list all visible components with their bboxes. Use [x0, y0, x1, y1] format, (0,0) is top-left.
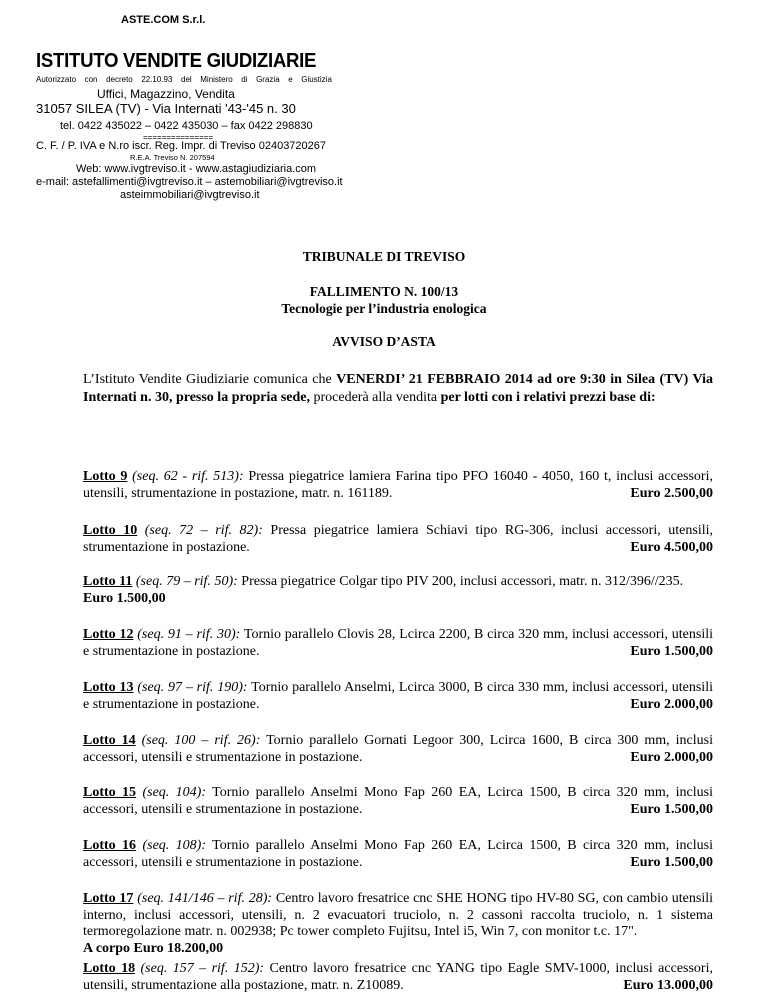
- lot-item: [83, 627, 713, 660]
- lot-number: Lotto 17: [83, 891, 134, 906]
- phones-line: tel. 0422 435022 – 0422 435030 – fax 0422 298830: [60, 120, 313, 132]
- lot-item: [83, 891, 713, 957]
- lot-item: [83, 785, 713, 818]
- court-heading: TRIBUNALE DI TREVISO: [302, 249, 466, 264]
- lot-item: [83, 523, 713, 556]
- lot-item: [83, 680, 713, 713]
- lot-number: Lotto 12: [83, 627, 134, 642]
- auth-word: Ministero: [200, 75, 233, 84]
- email-line-1: e-mail: astefallimenti@ivgtreviso.it – astemobiliari@ivgtreviso.it: [36, 176, 343, 188]
- lot-price: Euro 1.500,00: [630, 854, 713, 870]
- address-line: 31057 SILEA (TV) - Via Internati '43-'45 n. 30: [36, 101, 296, 116]
- auth-word: del: [181, 75, 192, 84]
- lot-price: A corpo Euro 18.200,00: [83, 940, 224, 956]
- lot-ref: (seq. 97 – rif. 190):: [133, 680, 248, 695]
- lot-ref: (seq. 157 – rif. 152):: [135, 961, 265, 976]
- company-heading: Tecnologie per l’industria enologica: [281, 301, 487, 316]
- lot-ref: (seq. 108):: [136, 838, 206, 853]
- web-line: Web: www.ivgtreviso.it - www.astagiudiziaria.com: [76, 163, 317, 175]
- auth-word: e: [288, 75, 293, 84]
- lot-number: Lotto 16: [83, 838, 137, 853]
- auth-word: Autorizzato: [36, 75, 77, 84]
- offices-line: Uffici, Magazzino, Vendita: [97, 87, 235, 101]
- auth-word: decreto: [106, 75, 133, 84]
- lot-description: Pressa piegatrice lamiera Farina tipo PFO 16040 - 4050, 160 t, inclusi accessori, utensili, strumentazione in postazione, matr. n. 161189.: [83, 469, 713, 501]
- lot-price: Euro 1.500,00: [630, 643, 713, 659]
- notice-heading: AVVISO D’ASTA: [332, 334, 436, 349]
- lot-description: Pressa piegatrice Colgar tipo PIV 200, inclusi accessori, matr. n. 312/396//235.: [237, 574, 684, 589]
- lot-item: [83, 733, 713, 766]
- auth-word: Grazia: [256, 75, 280, 84]
- lot-item: [83, 838, 713, 871]
- lot-ref: (seq. 79 – rif. 50):: [132, 574, 238, 589]
- lot-ref: (seq. 141/146 – rif. 28):: [133, 891, 273, 906]
- intro-text: L’Istituto Vendite Giudiziarie comunica che: [83, 372, 337, 387]
- intro-paragraph: [83, 371, 713, 407]
- lot-description: Centro lavoro fresatrice cnc SHE HONG tipo HV-80 SG, con cambio utensili interno, inclusi accessori, utensili, n. 2 evacuatori truciolo, n. 2 cassoni raccolta truciolo, n. 1 sistema termoregolazione matr. n. 002938; Pc tower completo Fujitsu, Intel i5, Win 7, con monitor t.c. 17".: [83, 891, 713, 939]
- lot-ref: (seq. 104):: [136, 785, 206, 800]
- auth-word: con: [84, 75, 98, 84]
- lot-item: [83, 469, 713, 502]
- lot-item: [83, 961, 713, 994]
- lot-number: Lotto 9: [83, 469, 128, 484]
- lot-price: Euro 2.000,00: [630, 696, 713, 712]
- lot-ref: (seq. 100 – rif. 26):: [135, 733, 261, 748]
- lot-ref: (seq. 72 – rif. 82):: [137, 523, 263, 538]
- intro-bold-date: VENERDI’ 21 FEBBRAIO 2014 ad ore 9:30 in Silea (TV) Via Internati n. 30, presso la propria sede,: [83, 372, 713, 405]
- lot-description: Tornio parallelo Gornati Legoor 300, Lcirca 1600, B circa 300 mm, inclusi accessori, utensili e strumentazione in postazione.: [83, 733, 713, 765]
- lot-ref: (seq. 91 – rif. 30):: [133, 627, 241, 642]
- auth-word: di: [241, 75, 248, 84]
- tax-info-line: C. F. / P. IVA e N.ro iscr. Reg. Impr. di Treviso 02403720267: [36, 140, 327, 152]
- separator-rule: ===============: [143, 133, 214, 142]
- institute-name: ISTITUTO VENDITE GIUDIZIARIE: [36, 50, 317, 72]
- lot-price: Euro 13.000,00: [623, 977, 713, 993]
- lot-description: Tornio parallelo Anselmi, Lcirca 3000, B circa 330 mm, inclusi accessori, utensili e strumentazione in postazione.: [83, 680, 713, 712]
- lot-price: Euro 1.500,00: [83, 590, 166, 606]
- lot-number: Lotto 15: [83, 785, 137, 800]
- intro-bold-lots: per lotti con i relativi prezzi base di:: [440, 390, 656, 405]
- lot-description: Tornio parallelo Anselmi Mono Fap 260 EA, Lcirca 1500, B circa 320 mm, inclusi accessori, utensili e strumentazione in postazione.: [83, 785, 713, 817]
- lot-price: Euro 1.500,00: [630, 801, 713, 817]
- company-name: ASTE.COM S.r.l.: [121, 14, 206, 26]
- lot-price: Euro 2.500,00: [630, 485, 713, 501]
- auth-word: Giustizia: [301, 75, 332, 84]
- case-heading: FALLIMENTO N. 100/13: [309, 284, 459, 299]
- email-line-2: asteimmobiliari@ivgtreviso.it: [120, 189, 260, 201]
- rea-line: R.E.A. Treviso N. 207594: [130, 153, 215, 162]
- lot-price: Euro 4.500,00: [630, 539, 713, 555]
- lot-description: Centro lavoro fresatrice cnc YANG tipo Eagle SMV-1000, inclusi accessori, utensili, strumentazione alla postazione, matr. n. Z10089.: [83, 961, 713, 993]
- lot-number: Lotto 18: [83, 961, 136, 976]
- lot-description: Pressa piegatrice lamiera Schiavi tipo RG-306, inclusi accessori, utensili, strumentazione in postazione.: [83, 523, 713, 555]
- lot-number: Lotto 14: [83, 733, 136, 748]
- lot-price: Euro 2.000,00: [630, 749, 713, 765]
- lot-description: Tornio parallelo Anselmi Mono Fap 260 EA, Lcirca 1500, B circa 320 mm, inclusi accessori, utensili e strumentazione in postazione.: [83, 838, 713, 870]
- lot-number: Lotto 10: [83, 523, 138, 538]
- auth-word: 22.10.93: [141, 75, 173, 84]
- lot-number: Lotto 11: [83, 574, 133, 589]
- intro-text: procederà alla vendita: [310, 390, 441, 405]
- lot-item: [83, 574, 713, 607]
- lot-ref: (seq. 62 - rif. 513):: [127, 469, 244, 484]
- lot-number: Lotto 13: [83, 680, 134, 695]
- lot-description: Tornio parallelo Clovis 28, Lcirca 2200, B circa 320 mm, inclusi accessori, utensili e strumentazione in postazione.: [83, 627, 713, 659]
- authorization-line: [36, 75, 332, 84]
